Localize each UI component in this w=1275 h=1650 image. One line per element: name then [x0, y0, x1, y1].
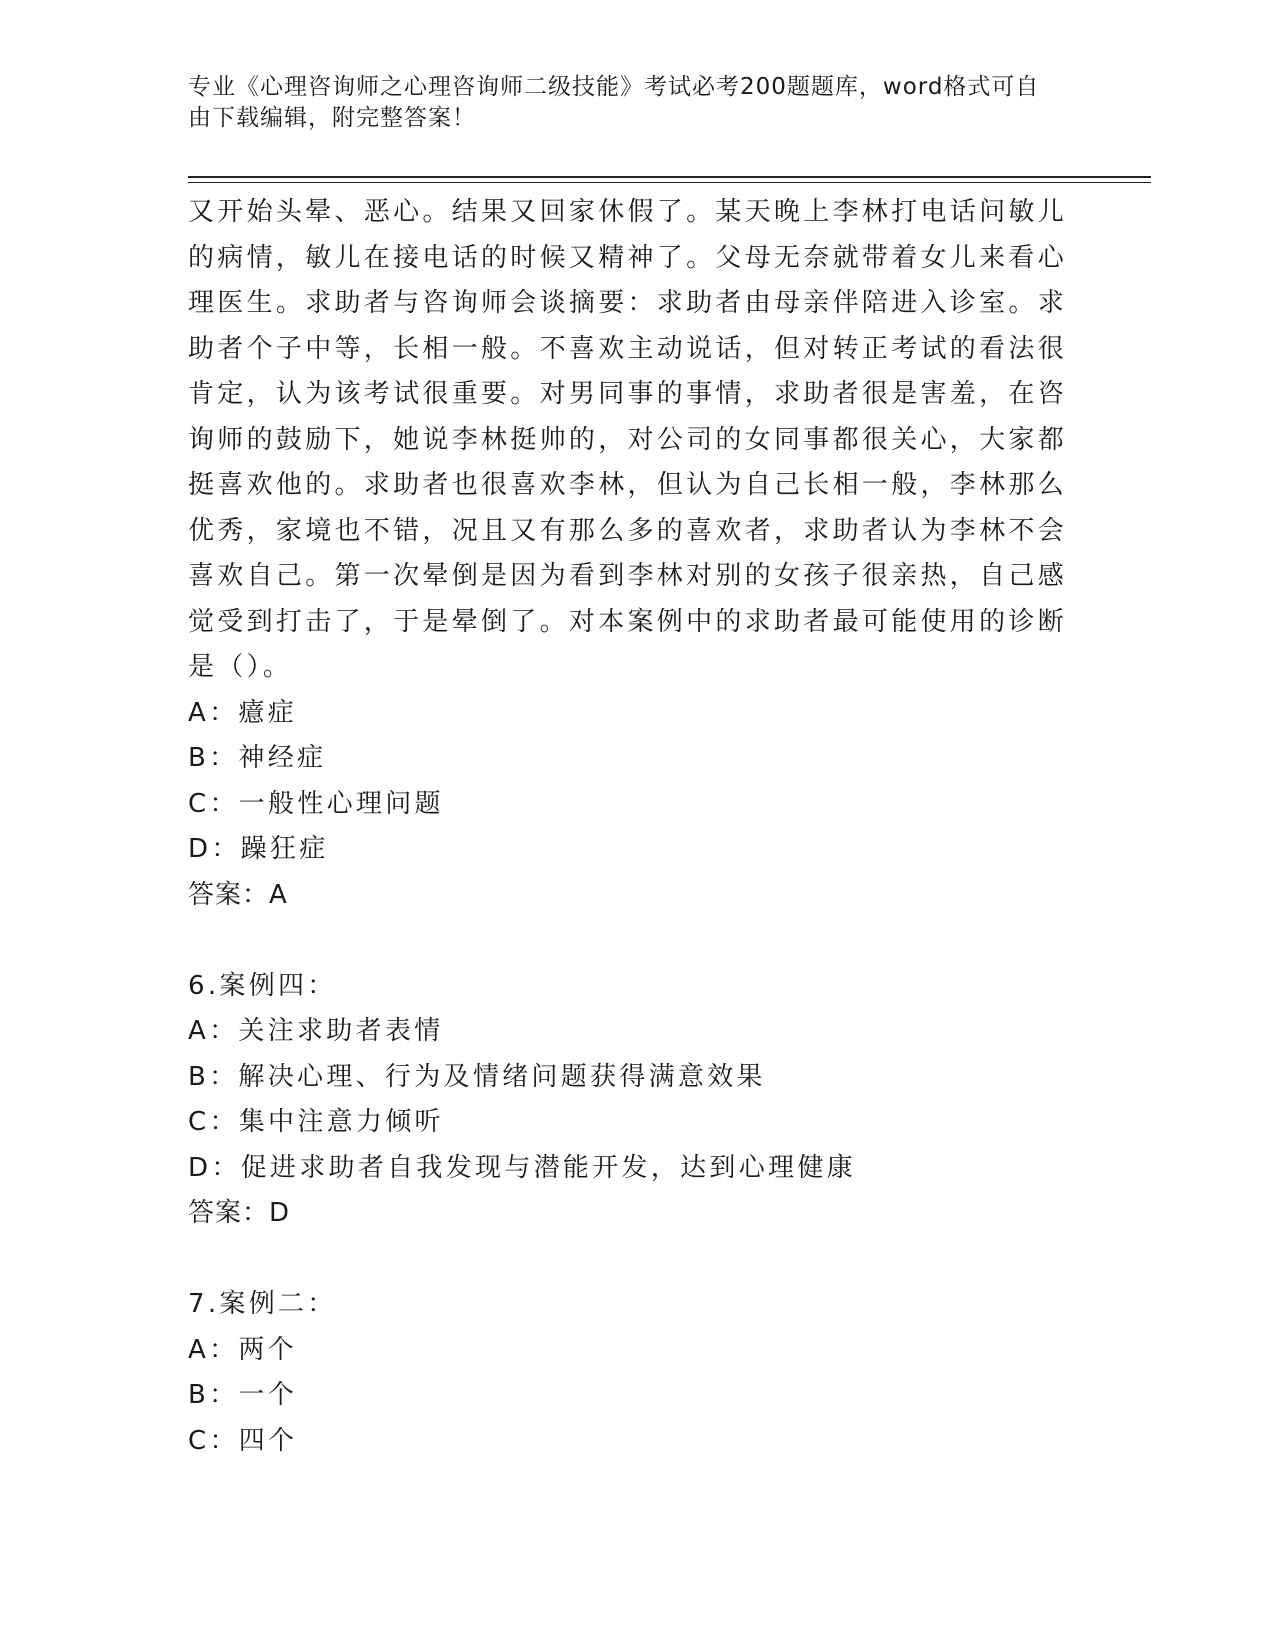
q5-option-a: A：癔症: [188, 697, 297, 728]
q6-stem: 6.案例四：: [188, 970, 337, 1001]
q6-answer: 答案：D: [188, 1198, 291, 1228]
header-line-2: 由下载编辑，附完整答案！: [188, 105, 476, 131]
spacer: [188, 1237, 1068, 1283]
passage-line: 助者个子中等，长相一般。不喜欢主动说话，但对转正考试的看法很: [188, 333, 1068, 364]
passage-line: 优秀，家境也不错，况且又有那么多的喜欢者，求助者认为李林不会: [188, 515, 1068, 546]
header-rule-thick: [188, 176, 1151, 178]
header-rule-thin: [188, 182, 1151, 183]
passage-line: 喜欢自己。第一次晕倒是因为看到李林对别的女孩子很亲热，自己感: [188, 561, 1068, 591]
q5-option-d: D：躁狂症: [188, 834, 329, 864]
passage-line: 是（）。: [188, 652, 293, 682]
header-line-1: 专业《心理咨询师之心理咨询师二级技能》考试必考200题题库，word格式可自: [188, 74, 1040, 100]
passage-line: 觉受到打击了，于是晕倒了。对本案例中的求助者最可能使用的诊断: [188, 606, 1068, 637]
passage-line: 挺喜欢他的。求助者也很喜欢李林，但认为自己长相一般，李林那么: [188, 470, 1068, 500]
q5-answer: 答案：A: [188, 879, 288, 910]
q6-option-a: A：关注求助者表情: [188, 1016, 444, 1046]
document-body: [188, 190, 1068, 1464]
q6-option-b: B：解决心理、行为及情绪问题获得满意效果: [188, 1061, 766, 1092]
q7-option-b: B：一个: [188, 1380, 298, 1410]
q7-option-a: A：两个: [188, 1334, 297, 1365]
q6-option-d: D：促进求助者自我发现与潜能开发，达到心理健康: [188, 1152, 856, 1183]
passage-line: 的病情，敏儿在接电话的时候又精神了。父母无奈就带着女儿来看心: [188, 242, 1068, 273]
q7-option-c: C：四个: [188, 1425, 298, 1456]
passage-line: 又开始头晕、恶心。结果又回家休假了。某天晚上李林打电话问敏儿: [188, 197, 1068, 227]
q5-option-b: B：神经症: [188, 743, 327, 773]
q6-option-c: C：集中注意力倾听: [188, 1107, 444, 1137]
spacer: [188, 918, 1068, 964]
document-header: [188, 72, 1068, 134]
q5-option-c: C：一般性心理问题: [188, 788, 444, 819]
q7-stem: 7.案例二：: [188, 1289, 337, 1319]
passage-line: 理医生。求助者与咨询师会谈摘要：求助者由母亲伴陪进入诊室。求: [188, 288, 1068, 318]
passage-line: 肯定，认为该考试很重要。对男同事的事情，求助者很是害羞，在咨: [188, 379, 1068, 409]
passage-line: 询师的鼓励下，她说李林挺帅的，对公司的女同事都很关心，大家都: [188, 424, 1068, 455]
